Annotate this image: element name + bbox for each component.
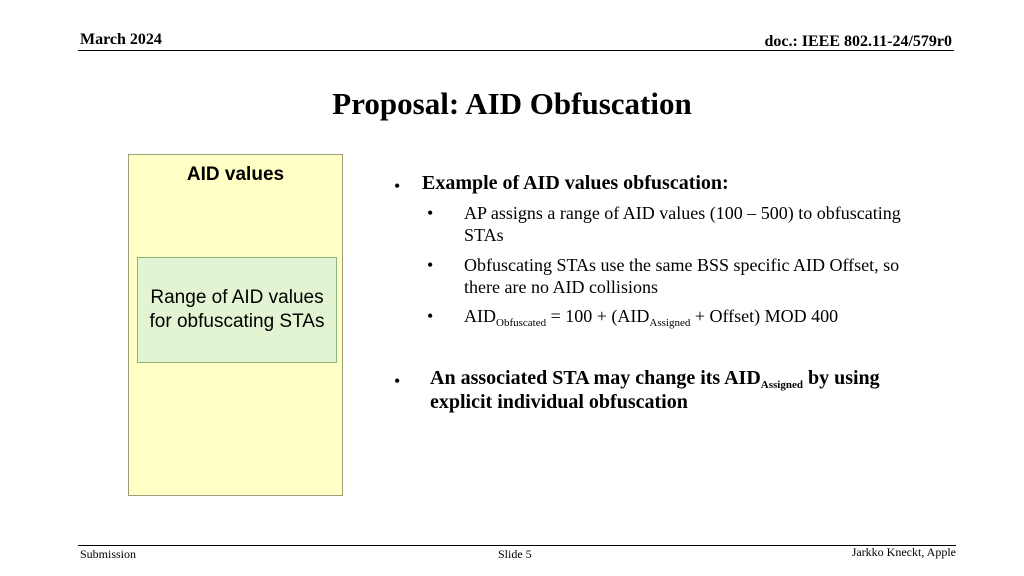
bullet-icon: • — [427, 306, 434, 326]
formula-end: + Offset) MOD 400 — [690, 306, 839, 326]
sub-bullet-formula — [464, 305, 934, 327]
bullet-icon: • — [394, 371, 401, 391]
header-date: March 2024 — [80, 31, 162, 48]
bullet2-sub-assigned: Assigned — [760, 379, 803, 391]
bullet-icon: • — [427, 203, 434, 223]
sub-bullet-ap-assigns: AP assigns a range of AID values (100 – 500) to obfuscating STAs — [464, 203, 901, 245]
formula-middle: = 100 + (AID — [546, 306, 650, 326]
formula-sub-obfuscated: Obfuscated — [496, 317, 547, 329]
header-divider — [78, 50, 954, 51]
sub-bullet-same-offset: Obfuscating STAs use the same BSS specific AID Offset, so there are no AID collisions — [464, 255, 900, 297]
aid-values-label: AID values — [186, 164, 285, 185]
footer-submission: Submission — [80, 547, 137, 561]
bullet-icon: • — [427, 255, 434, 275]
formula-aid: AID — [464, 306, 496, 326]
bullet-sta-change-aid — [430, 366, 930, 414]
footer-slide-number: Slide 5 — [498, 547, 532, 561]
formula-sub-assigned: Assigned — [649, 317, 691, 329]
slide-title: Proposal: AID Obfuscation — [332, 86, 692, 121]
obfuscation-range-label: Range of AID values for obfuscating STAs — [149, 287, 325, 332]
footer-author: Jarkko Kneckt, Apple — [851, 545, 956, 559]
bullet-icon: • — [394, 176, 401, 196]
bullet2-start: An associated STA may change its AID — [430, 367, 761, 389]
bullet-example-heading: Example of AID values obfuscation: — [422, 172, 729, 194]
bullet2-end: by using explicit individual obfuscation — [430, 367, 880, 413]
footer-divider — [78, 545, 956, 546]
header-doc-id: doc.: IEEE 802.11-24/579r0 — [764, 33, 952, 50]
obfuscation-range-box — [137, 257, 337, 363]
